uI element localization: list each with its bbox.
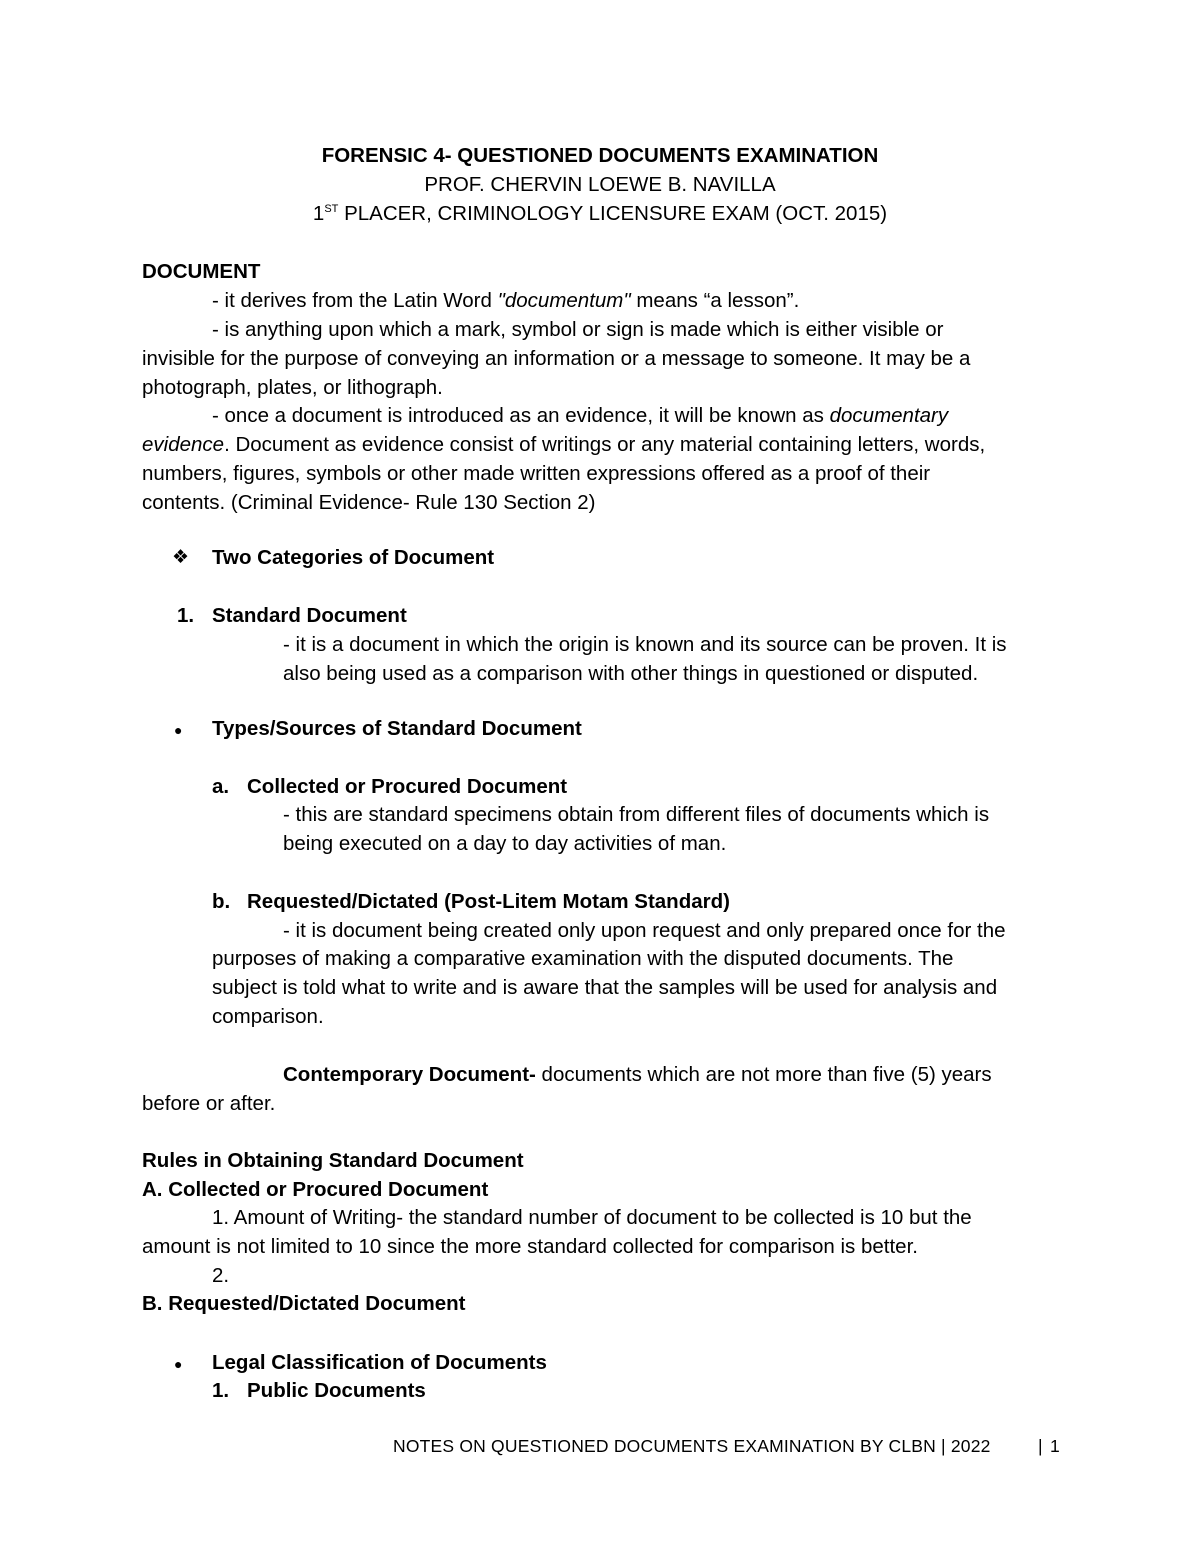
- document-definition-2-line-1: - is anything upon which a mark, symbol or sign is made which is either visible or: [212, 318, 944, 341]
- author-line: PROF. CHERVIN LOEWE B. NAVILLA: [424, 173, 776, 196]
- rules-heading: Rules in Obtaining Standard Document: [142, 1149, 524, 1172]
- standard-heading: Standard Document: [212, 604, 407, 627]
- placer-line: [0, 200, 1200, 229]
- contemporary-line-2: before or after.: [142, 1092, 276, 1115]
- requested-heading: Requested/Dictated (Post-Litem Motam Standard): [247, 890, 730, 913]
- collected-letter: a.: [212, 775, 230, 798]
- collected-desc-line-2: being executed on a day to day activities of man.: [283, 832, 727, 855]
- requested-desc-line-3: subject is told what to write and is aware that the samples will be used for analysis and: [212, 976, 998, 999]
- contemporary-term: Contemporary Document-: [283, 1063, 536, 1086]
- placer-superscript: ST: [324, 203, 339, 216]
- dot-bullet-icon: ●: [174, 722, 183, 738]
- footer-separator: |: [1038, 1436, 1043, 1456]
- document-definition-3-line-1: - once a document is introduced as an evidence, it will be known as documentary: [212, 404, 949, 427]
- requested-desc-line-1: - it is document being created only upon request and only prepared once for the: [283, 919, 1006, 942]
- requested-desc-line-4: comparison.: [212, 1005, 324, 1028]
- document-definition-3-line-3: numbers, figures, symbols or other made written expressions offered as a proof of their: [142, 462, 931, 485]
- document-definition-3-line-4: contents. (Criminal Evidence- Rule 130 Section 2): [142, 491, 596, 514]
- legal-heading: Legal Classification of Documents: [212, 1351, 547, 1374]
- latin-word: "documentum": [497, 289, 631, 312]
- standard-desc-line-1: - it is a document in which the origin is known and its source can be proven. It is: [283, 633, 1007, 656]
- rules-item-2: 2.: [212, 1264, 230, 1287]
- requested-letter: b.: [212, 890, 231, 913]
- contemporary-line-1: Contemporary Document- documents which are not more than five (5) years: [283, 1063, 992, 1086]
- document-definition-1: - it derives from the Latin Word "documentum" means “a lesson”.: [212, 289, 800, 312]
- placer-text: PLACER, CRIMINOLOGY LICENSURE EXAM (OCT. 2015): [338, 202, 888, 225]
- rules-item-1-line-1: 1. Amount of Writing- the standard number of document to be collected is 10 but the: [212, 1206, 972, 1229]
- placer-number: 1: [312, 202, 325, 225]
- legal-number: 1.: [212, 1379, 230, 1402]
- collected-heading: Collected or Procured Document: [247, 775, 568, 798]
- document-heading: DOCUMENT: [142, 260, 261, 283]
- legal-item-public: Public Documents: [247, 1379, 426, 1402]
- requested-desc-line-2: purposes of making a comparative examination with the disputed documents. The: [212, 947, 954, 970]
- collected-desc-line-1: - this are standard specimens obtain from different files of documents which is: [283, 803, 990, 826]
- document-definition-2-line-2: invisible for the purpose of conveying an information or a message to someone. It may be a: [142, 347, 971, 370]
- page-number: 1: [1050, 1436, 1060, 1456]
- types-heading: Types/Sources of Standard Document: [212, 717, 582, 740]
- rules-a-heading: A. Collected or Procured Document: [142, 1178, 489, 1201]
- rules-item-1-line-2: amount is not limited to 10 since the more standard collected for comparison is better.: [142, 1235, 918, 1258]
- document-definition-2-line-3: photograph, plates, or lithograph.: [142, 376, 443, 399]
- diamond-bullet-icon: ❖: [172, 547, 190, 568]
- document-definition-3-line-2: evidence. Document as evidence consist of writings or any material containing letters, words,: [142, 433, 986, 456]
- categories-heading: Two Categories of Document: [212, 546, 495, 569]
- dot-bullet-icon: ●: [174, 1356, 183, 1372]
- standard-number: 1.: [177, 604, 195, 627]
- rules-b-heading: B. Requested/Dictated Document: [142, 1292, 466, 1315]
- standard-desc-line-2: also being used as a comparison with other things in questioned or disputed.: [283, 662, 979, 685]
- page-title: FORENSIC 4- QUESTIONED DOCUMENTS EXAMINATION: [321, 144, 879, 167]
- footer-text: NOTES ON QUESTIONED DOCUMENTS EXAMINATION BY CLBN | 2022: [393, 1436, 991, 1456]
